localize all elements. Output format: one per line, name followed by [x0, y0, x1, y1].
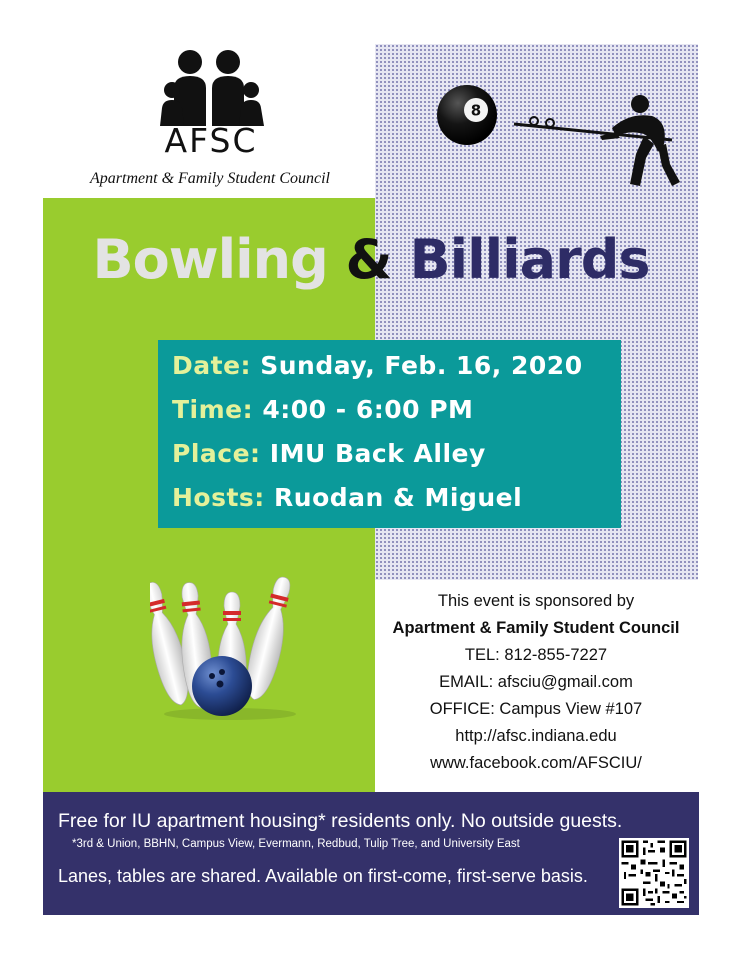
title-billiards: Billiards: [409, 228, 650, 291]
sponsor-office: OFFICE: Campus View #107: [429, 700, 643, 718]
logo-subtitle: Apartment & Family Student Council: [90, 170, 330, 187]
eight-ball-number: 8: [470, 101, 482, 120]
sponsor-tel: TEL: 812-855-7227: [464, 646, 608, 664]
title-bowling: Bowling: [92, 228, 328, 291]
eight-ball-icon: [436, 84, 498, 146]
billiards-player-icon: [512, 94, 680, 190]
sponsor-email: EMAIL: afsciu@gmail.com: [439, 673, 633, 691]
sponsor-website-link[interactable]: http://afsc.indiana.edu: [455, 727, 617, 745]
detail-date: Date: Sunday, Feb. 16, 2020: [172, 351, 583, 380]
footer-housing-note: *3rd & Union, BBHN, Campus View, Evermann, Redbud, Tulip Tree, and University East: [72, 838, 520, 850]
bowling-pins-icon: [150, 572, 300, 722]
event-title: [43, 228, 699, 291]
sponsor-name: Apartment & Family Student Council: [392, 619, 680, 637]
sponsor-facebook-link[interactable]: www.facebook.com/AFSCIU/: [430, 754, 642, 772]
logo-text: AFSC: [164, 121, 258, 160]
footer-sharing-text: Lanes, tables are shared. Available on first-come, first-serve basis.: [58, 866, 588, 886]
detail-hosts: Hosts: Ruodan & Miguel: [172, 483, 523, 512]
detail-time: Time: 4:00 - 6:00 PM: [172, 395, 474, 424]
event-details-box: [158, 340, 621, 528]
sponsor-block: [375, 588, 697, 777]
detail-place: Place: IMU Back Alley: [172, 439, 486, 468]
footer-eligibility-text: Free for IU apartment housing* residents only. No outside guests.: [58, 810, 623, 832]
sponsor-intro: This event is sponsored by: [437, 592, 635, 610]
qr-code-icon[interactable]: [619, 838, 689, 908]
family-logo-icon: [160, 48, 264, 126]
title-ampersand: &: [345, 228, 392, 291]
